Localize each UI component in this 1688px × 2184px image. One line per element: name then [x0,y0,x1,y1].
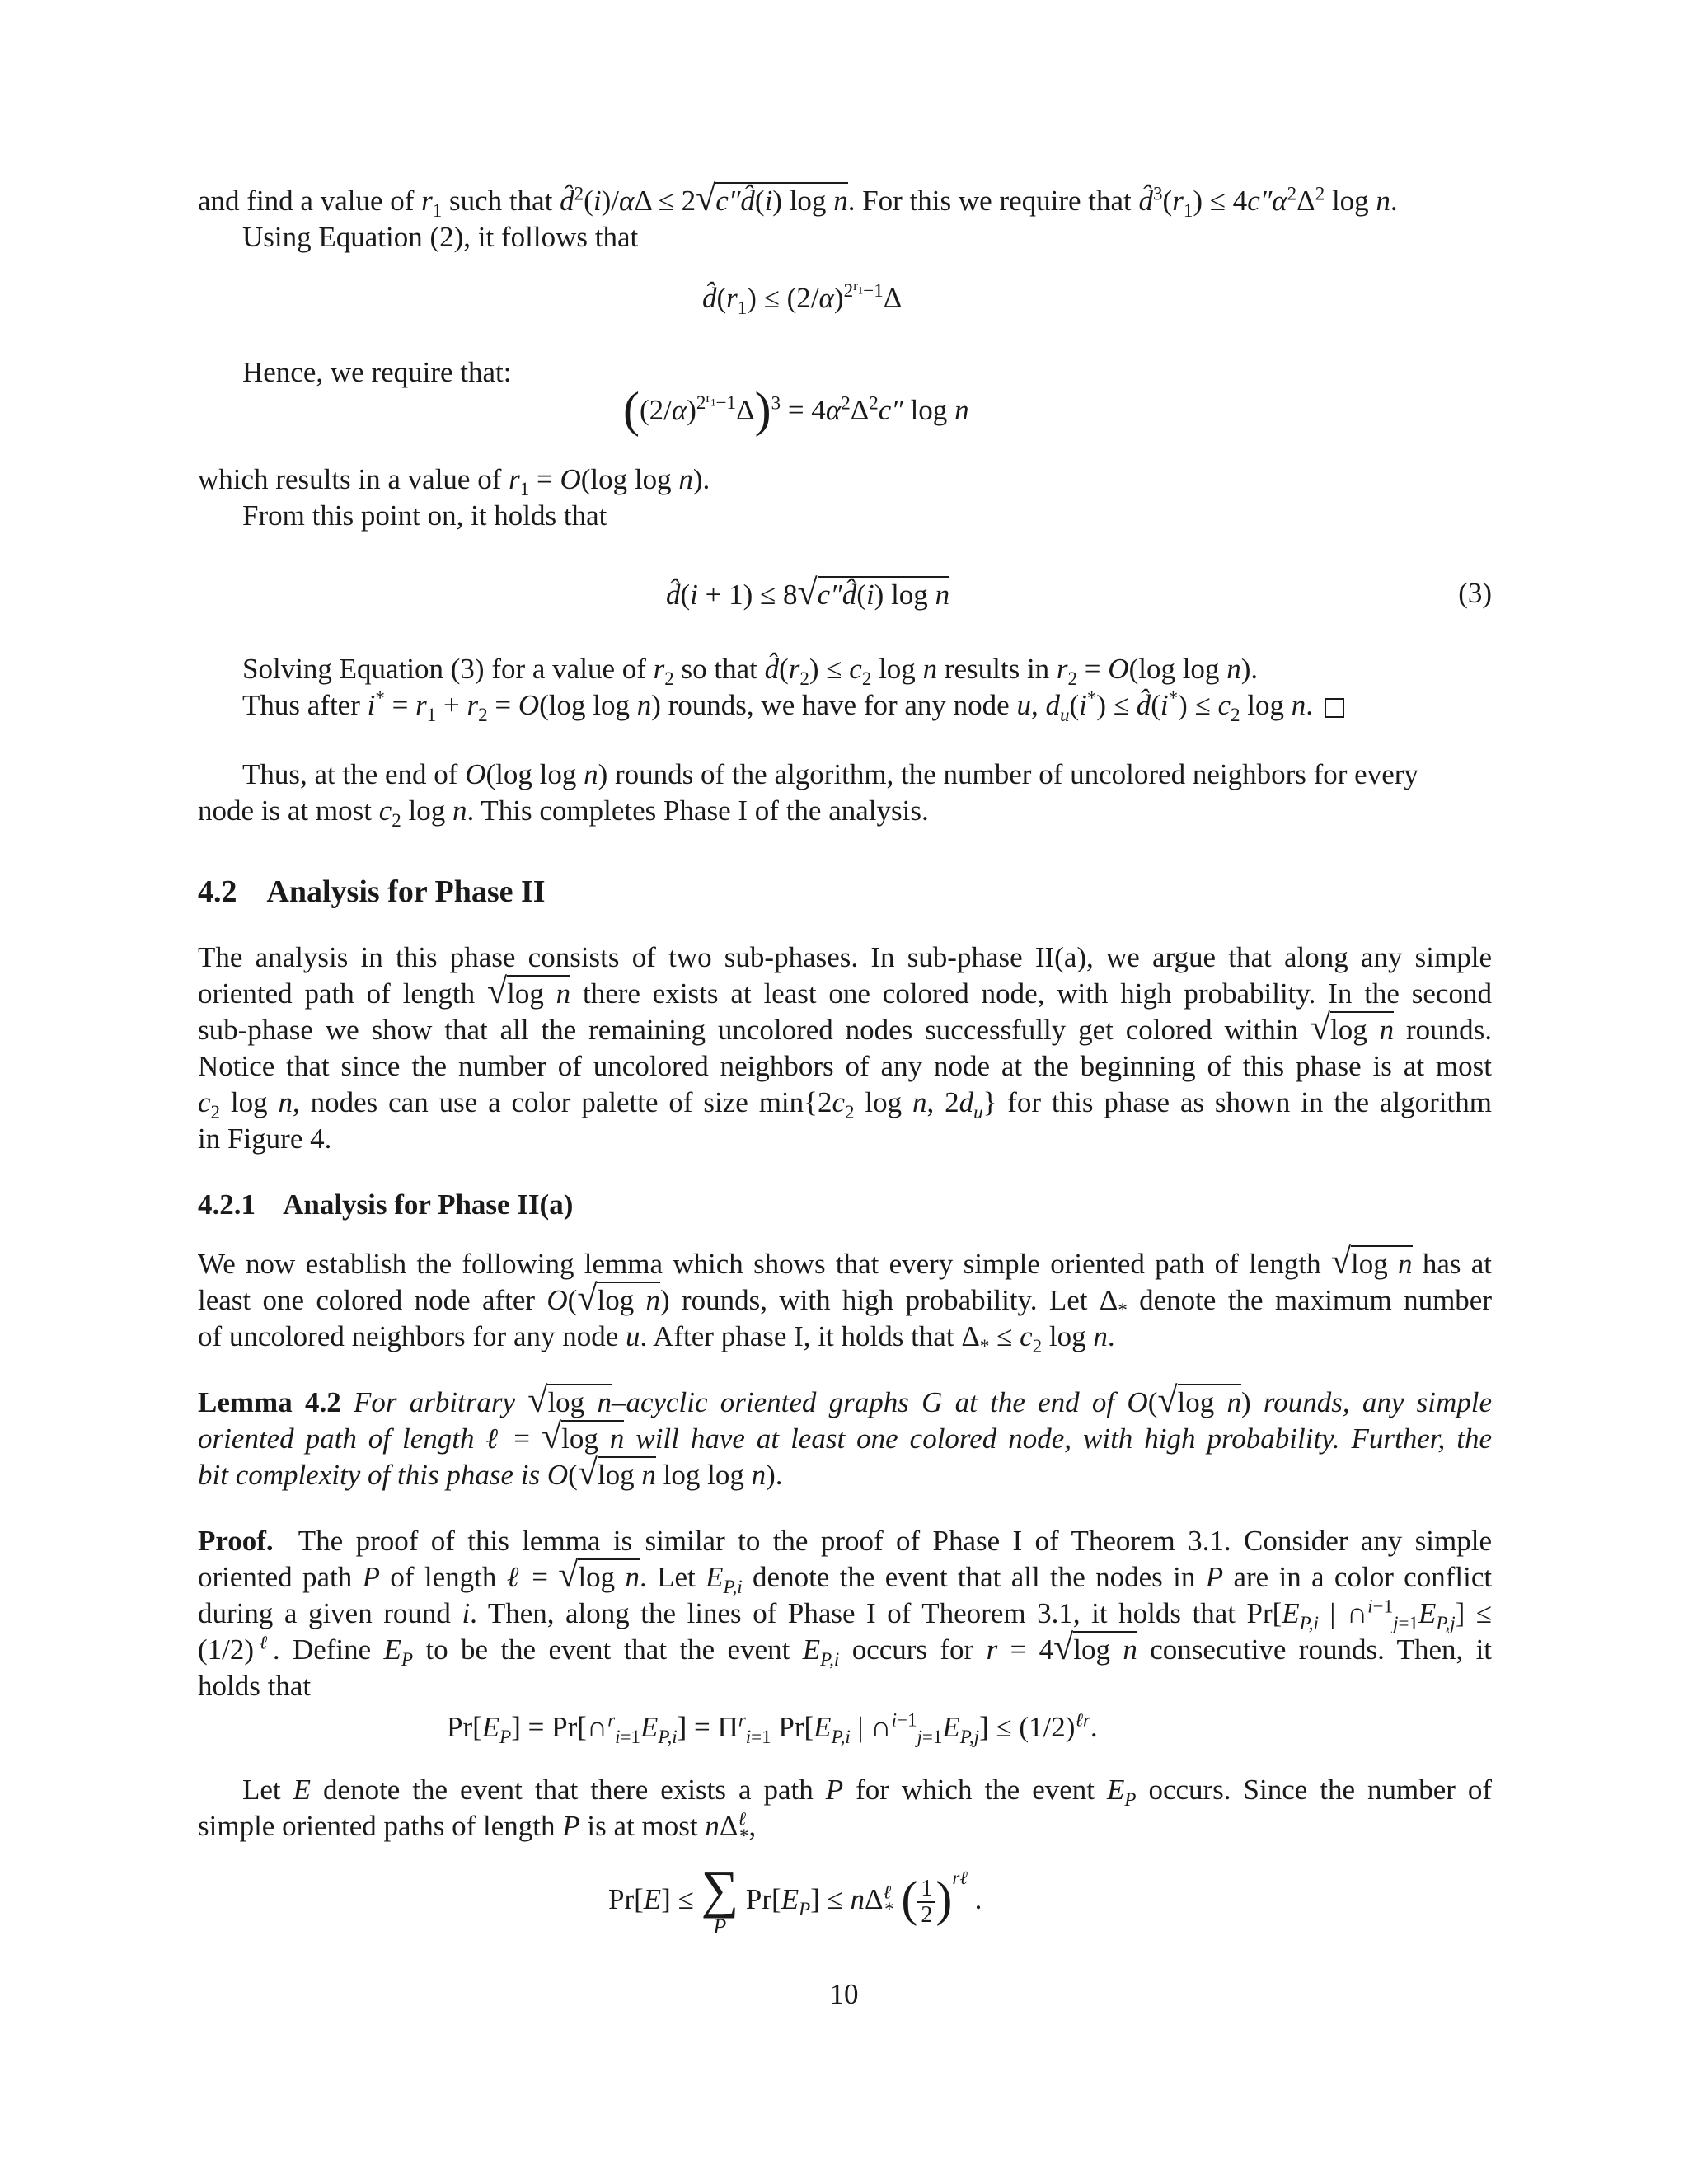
proof-line: oriented path P of length ℓ = √log n. Let $E_{P,i}$ denote the event that all the nodes in P are in a color conflict [198,1554,1493,1597]
text-line: We now establish the following lemma which shows that every simple oriented path of length √log n has at [198,1241,1492,1282]
proof-line: during a given round i. Then, along the lines of Phase I of Theorem 3.1, it holds that $Pr[E_{P,i}$ | $\cap^{i-1}_{j=1}E_{P,j}$] ≤ [198,1596,1493,1633]
proof-line: $(1/2)^\ell$. Define $E_P$ to be the event that the event $E_{P,i}$ occurs for r = 4√log n consecutive rounds. Then, it [198,1627,1493,1670]
proof-line: simple oriented paths of length P is at most $n\Delta^\ell_*$, [198,1808,757,1846]
lemma-line: oriented path of length ℓ = √log n will have at least one colored node, with high probability. Further, the [198,1416,1493,1456]
equation: $d̂(r_1) \le (2/\alpha)^{2^{r_1}-1}\Delta$ [702,277,903,318]
proof-line: holds that [198,1670,312,1702]
equation: $Pr[E_P]$ = $Pr[\cap^r_{i=1}E_{P,i}] = \Pi^r_{i=1}$ $Pr[E_{P,i}$ | $\cap^{i-1}_{j=1}E_{P,j}] \le (1/2)^{\ell r}$. [447,1709,1098,1747]
text-line: node is at most $c_2$ log n. This completes Phase I of the analysis. [198,794,929,831]
text-line: Using Equation (2), it follows that [242,221,639,253]
subsection-heading: 4.2.1 Analysis for Phase II(a) [198,1188,574,1221]
text-line: in Figure 4. [198,1122,332,1155]
text-line: which results in a value of $r_1 = O(\log$ log n). [198,463,710,499]
qed-square [1325,698,1344,718]
section-heading: 4.2 Analysis for Phase II [198,874,546,909]
text-line: Thus, at the end of O(log log n) rounds of the algorithm, the number of uncolored neighbors for every [242,758,1418,790]
text-line: From this point on, it holds that [242,499,607,532]
text-line: of uncolored neighbors for any node u. After phase I, it holds that $\Delta_* \le c_2$ log n. [198,1320,1115,1357]
lemma-line: bit complexity of this phase is O(√log n log log n). [198,1452,783,1493]
text-line: Thus after $i^* = r_1 + r_2 = O(\log$ log n) rounds, we have for any node u, $d_u(i^*)$ ≤ d̂(i*) ≤ $c_2$ log n. [242,687,1344,724]
text-line: $c_2$ log n, nodes can use a color palette of size $\min\{2c_2$ log n, $2d_u$} for this phase as shown in the algorithm [198,1086,1492,1122]
equation: d̂(i + 1) ≤ 8√c″d̂(i) log n [666,572,950,612]
text-line: Hence, we require that: [242,356,512,388]
proof-line: Let E denote the event that there exists a path P for which the event $E_P$ occurs. Since the number of [242,1774,1493,1810]
equation-number: (3) [1458,577,1492,609]
page-number: 10 [829,1978,859,2010]
text-line: Solving Equation (3) for a value of $r_2$ so that $d̂(r_2) \le c_2$ log n results in $r_2 = O(\log$ log n). [242,653,1259,689]
proof-line: Proof. The proof of this lemma is similar to the proof of Phase I of Theorem 3.1. Consider any simple [198,1525,1492,1557]
text-line: sub-phase we show that all the remaining uncolored nodes successfully get colored within √log n rounds. [198,1007,1493,1047]
text-line: The analysis in this phase consists of two sub-phases. In sub-phase II(a), we argue that along any simple [198,941,1492,973]
text-line: least one colored node after O(√log n) rounds, with high probability. Let $\Delta_*$ denote the maximum number [198,1277,1493,1320]
equation: $((2/\alpha)^{2^{r_1}-1}\Delta)^3 = 4\alpha^2\Delta^2c''$ log n [623,382,969,437]
text-line: Notice that since the number of uncolored neighbors of any node at the beginning of this phase is at most [198,1050,1492,1082]
lemma-line: Lemma 4.2 For arbitrary √log n–acyclic oriented graphs G at the end of O(√log n) rounds, any simple [198,1380,1493,1420]
text-line: oriented path of length √log n there exists at least one colored node, with high probability. In the second [198,971,1492,1011]
equation: Pr[E] ≤ ∑ P $Pr[E_P] \le n\Delta^\ell_*$ ( $\frac{1}{2}$ )$^{r\ell}$ . [608,1859,982,1938]
text-line: and find a value of $r_1$ such that d̂$^2$(i)/αΔ ≤ 2√c″d̂(i) log n. For this we require that $d̂^3(r_1) \le 4c''\alpha^2\Delta^2$ log n. [198,178,1398,221]
